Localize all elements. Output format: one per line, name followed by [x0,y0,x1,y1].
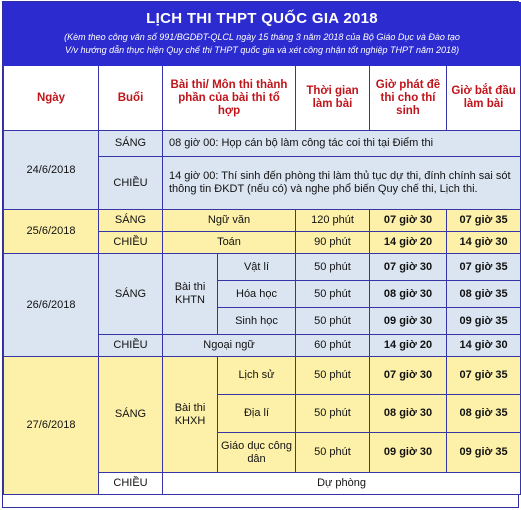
table-row [4,210,521,232]
header-thoigian: Thời gian làm bài [296,66,370,131]
subject-cell: Toán [163,232,296,254]
subtitle-line-1: (Kèm theo công văn số 991/BGDĐT-QLCL ngày 15 tháng 3 năm 2018 của Bộ Giáo Dục và Đào tạo [64,32,460,42]
session-cell: SÁNG [99,210,163,232]
date-cell: 27/6/2018 [4,357,99,495]
header-buoi: Buổi [99,66,163,131]
handout-time-cell: 08 giờ 30 [370,395,447,433]
start-time-cell: 07 giờ 35 [447,357,521,395]
session-cell: CHIỀU [99,157,163,210]
subject-cell: Ngữ văn [163,210,296,232]
subject-cell: Hóa học [218,281,296,308]
duration-cell: 50 phút [296,254,370,281]
duration-cell: 60 phút [296,335,370,357]
handout-time-cell: 09 giờ 30 [370,308,447,335]
handout-time-cell: 08 giờ 30 [370,281,447,308]
group-cell: Bài thi KHXH [163,357,218,473]
exam-schedule [2,1,519,508]
session-cell: SÁNG [99,131,163,157]
column-header-row [4,66,521,131]
table-row [4,254,521,281]
subtitle-line-2: V/v hướng dẫn thực hiện Quy chế thi THPT quốc gia và xét công nhận tốt nghiệp THPT năm 2018) [65,45,460,55]
note-cell: 08 giờ 00: Họp cán bộ làm công tác coi thi tại Điểm thi [163,131,521,157]
date-cell: 25/6/2018 [4,210,99,254]
table-row [4,131,521,157]
start-time-cell: 14 giờ 30 [447,232,521,254]
table-row [4,357,521,395]
handout-time-cell: 07 giờ 30 [370,254,447,281]
header-ngay: Ngày [4,66,99,131]
group-cell: Bài thi KHTN [163,254,218,335]
handout-time-cell: 14 giờ 20 [370,335,447,357]
session-cell: CHIỀU [99,335,163,357]
duration-cell: 50 phút [296,395,370,433]
session-cell: SÁNG [99,357,163,473]
date-cell: 26/6/2018 [4,254,99,357]
start-time-cell: 14 giờ 30 [447,335,521,357]
subject-cell: Vật lí [218,254,296,281]
duration-cell: 50 phút [296,281,370,308]
header-phatde: Giờ phát đề thi cho thí sinh [370,66,447,131]
handout-time-cell: 09 giờ 30 [370,433,447,473]
start-time-cell: 08 giờ 35 [447,281,521,308]
start-time-cell: 08 giờ 35 [447,395,521,433]
subject-cell: Giáo dục công dân [218,433,296,473]
subject-cell: Lịch sử [218,357,296,395]
duration-cell: 120 phút [296,210,370,232]
start-time-cell: 07 giờ 35 [447,210,521,232]
start-time-cell: 09 giờ 35 [447,308,521,335]
header-batdau: Giờ bắt đầu làm bài [447,66,521,131]
session-cell: CHIỀU [99,473,163,495]
session-cell: CHIỀU [99,232,163,254]
handout-time-cell: 07 giờ 30 [370,357,447,395]
start-time-cell: 09 giờ 35 [447,433,521,473]
schedule-table [3,2,521,495]
duration-cell: 50 phút [296,433,370,473]
subtitle [4,31,521,66]
session-cell: SÁNG [99,254,163,335]
date-cell: 24/6/2018 [4,131,99,210]
duration-cell: 90 phút [296,232,370,254]
duration-cell: 50 phút [296,308,370,335]
header-mon: Bài thi/ Môn thi thành phần của bài thi tổ hợp [163,66,296,131]
note-cell: 14 giờ 00: Thí sinh đến phòng thi làm thủ tục dự thi, đính chính sai sót thông tin ĐKDT (nếu có) và nghe phổ biến Quy chế thi, Lịch thi. [163,157,521,210]
subject-cell: Địa lí [218,395,296,433]
page-title: LỊCH THI THPT QUỐC GIA 2018 [4,3,521,31]
note-cell: Dự phòng [163,473,521,495]
start-time-cell: 07 giờ 35 [447,254,521,281]
duration-cell: 50 phút [296,357,370,395]
handout-time-cell: 14 giờ 20 [370,232,447,254]
subject-cell: Sinh học [218,308,296,335]
handout-time-cell: 07 giờ 30 [370,210,447,232]
subject-cell: Ngoại ngữ [163,335,296,357]
